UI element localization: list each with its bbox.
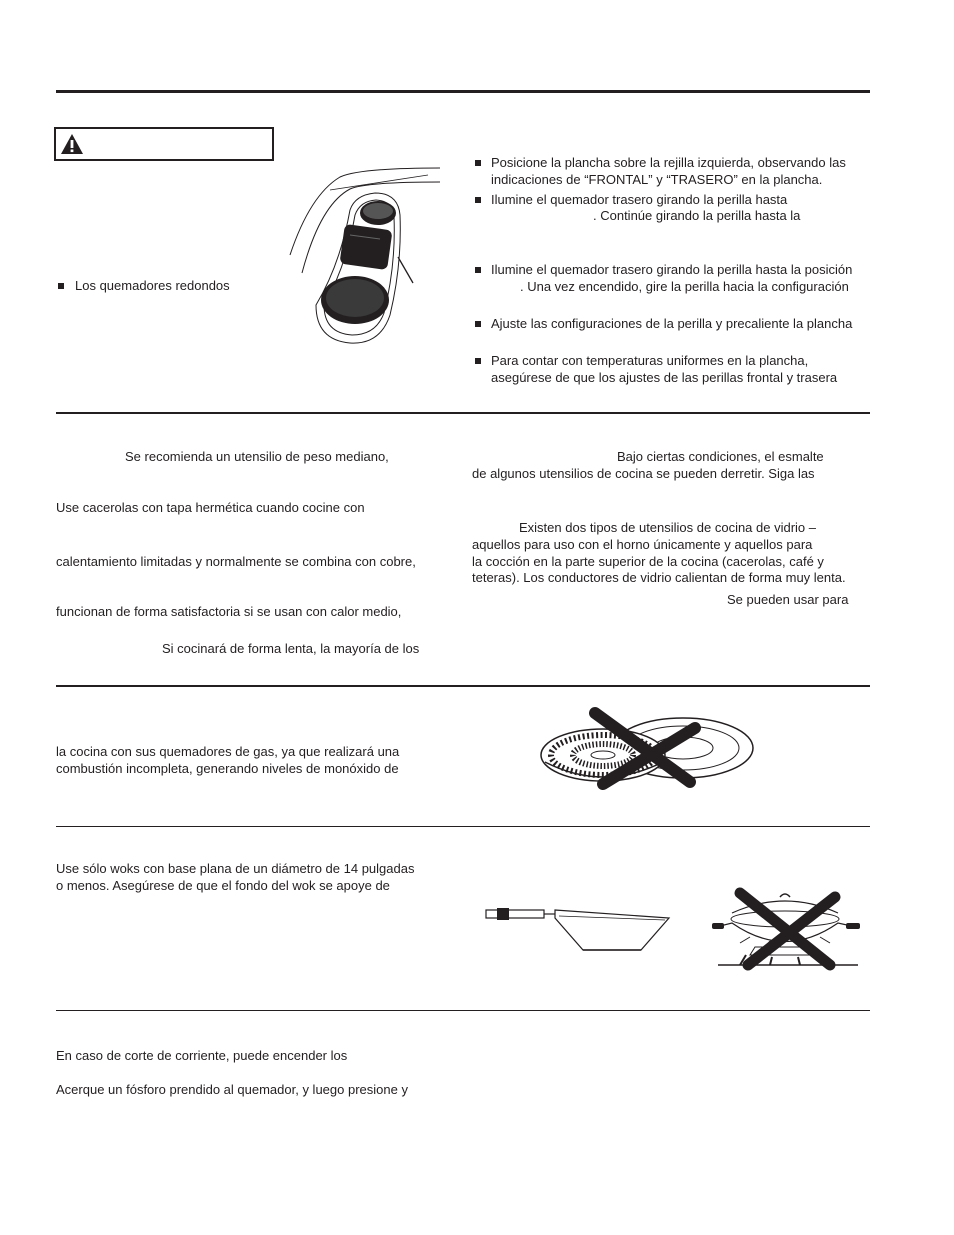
bullet — [475, 160, 481, 166]
stove-top-grill-illustration — [535, 700, 765, 800]
griddle-step-4: Ajuste las configuraciones de la perilla y precaliente la plancha — [491, 316, 853, 331]
griddle-step-5-cont: asegúrese de que los ajustes de las perillas frontal y trasera — [491, 370, 838, 385]
griddle-step-2: Ilumine el quemador trasero girando la perilla hasta — [491, 192, 788, 207]
warning-box — [54, 127, 274, 161]
top-rule — [56, 90, 870, 93]
bullet — [475, 358, 481, 364]
power-outage-line-2: Acerque un fósforo prendido al quemador, y luego presione y — [56, 1082, 408, 1097]
section-rule — [56, 1010, 870, 1011]
cookware-right-line-7: Se pueden usar para — [727, 592, 849, 607]
wok-line-2: o menos. Asegúrese de que el fondo del wok se apoye de — [56, 878, 390, 893]
cookware-left-line-5: Si cocinará de forma lenta, la mayoría de los — [162, 641, 420, 656]
bullet — [475, 321, 481, 327]
cookware-left-line-2: Use cacerolas con tapa hermética cuando cocine con — [56, 500, 365, 515]
griddle-step-1-cont: indicaciones de “FRONTAL” y “TRASERO” en la plancha. — [491, 172, 823, 187]
section-rule — [56, 685, 870, 687]
griddle-step-5: Para contar con temperaturas uniformes en la plancha, — [491, 353, 809, 368]
griddle-step-3: Ilumine el quemador trasero girando la perilla hasta la posición — [491, 262, 853, 277]
bullet — [475, 197, 481, 203]
griddle-step-2-cont: . Continúe girando la perilla hasta la — [593, 208, 801, 223]
power-outage-line-1: En caso de corte de corriente, puede encender los — [56, 1048, 348, 1063]
section-rule — [56, 826, 870, 827]
cookware-right-line-5: la cocción en la parte superior de la cocina (cacerolas, café y — [472, 554, 824, 569]
cookware-right-line-3: Existen dos tipos de utensilios de cocina de vidrio – — [519, 520, 817, 535]
round-wok-ring-illustration — [710, 885, 870, 970]
grill-line-1: la cocina con sus quemadores de gas, ya que realizará una — [56, 744, 400, 759]
cookware-right-line-2: de algunos utensilios de cocina se pueden derretir. Siga las — [472, 466, 815, 481]
cookware-left-line-4: funcionan de forma satisfactoria si se usan con calor medio, — [56, 604, 402, 619]
griddle-step-3-cont: . Una vez encendido, gire la perilla hacia la configuración — [520, 279, 849, 294]
cookware-left-line-1: Se recomienda un utensilio de peso mediano, — [125, 449, 389, 464]
cookware-right-line-1: Bajo ciertas condiciones, el esmalte — [617, 449, 824, 464]
section-rule — [56, 412, 870, 414]
grill-line-2: combustión incompleta, generando niveles de monóxido de — [56, 761, 399, 776]
bullet — [475, 267, 481, 273]
bullet — [58, 283, 64, 289]
warning-triangle-icon — [60, 133, 84, 155]
flat-bottom-wok-illustration — [483, 900, 673, 955]
cookware-left-line-3: calentamiento limitadas y normalmente se combina con cobre, — [56, 554, 416, 569]
burner-text: Los quemadores redondos — [75, 278, 230, 293]
cookware-right-line-6: teteras). Los conductores de vidrio calientan de forma muy lenta. — [472, 570, 846, 585]
wok-line-1: Use sólo woks con base plana de un diámetro de 14 pulgadas — [56, 861, 415, 876]
cookware-right-line-4: aquellos para uso con el horno únicamente y aquellos para — [472, 537, 813, 552]
griddle-step-1: Posicione la plancha sobre la rejilla izquierda, observando las — [491, 155, 846, 170]
griddle-burner-illustration — [280, 165, 440, 355]
